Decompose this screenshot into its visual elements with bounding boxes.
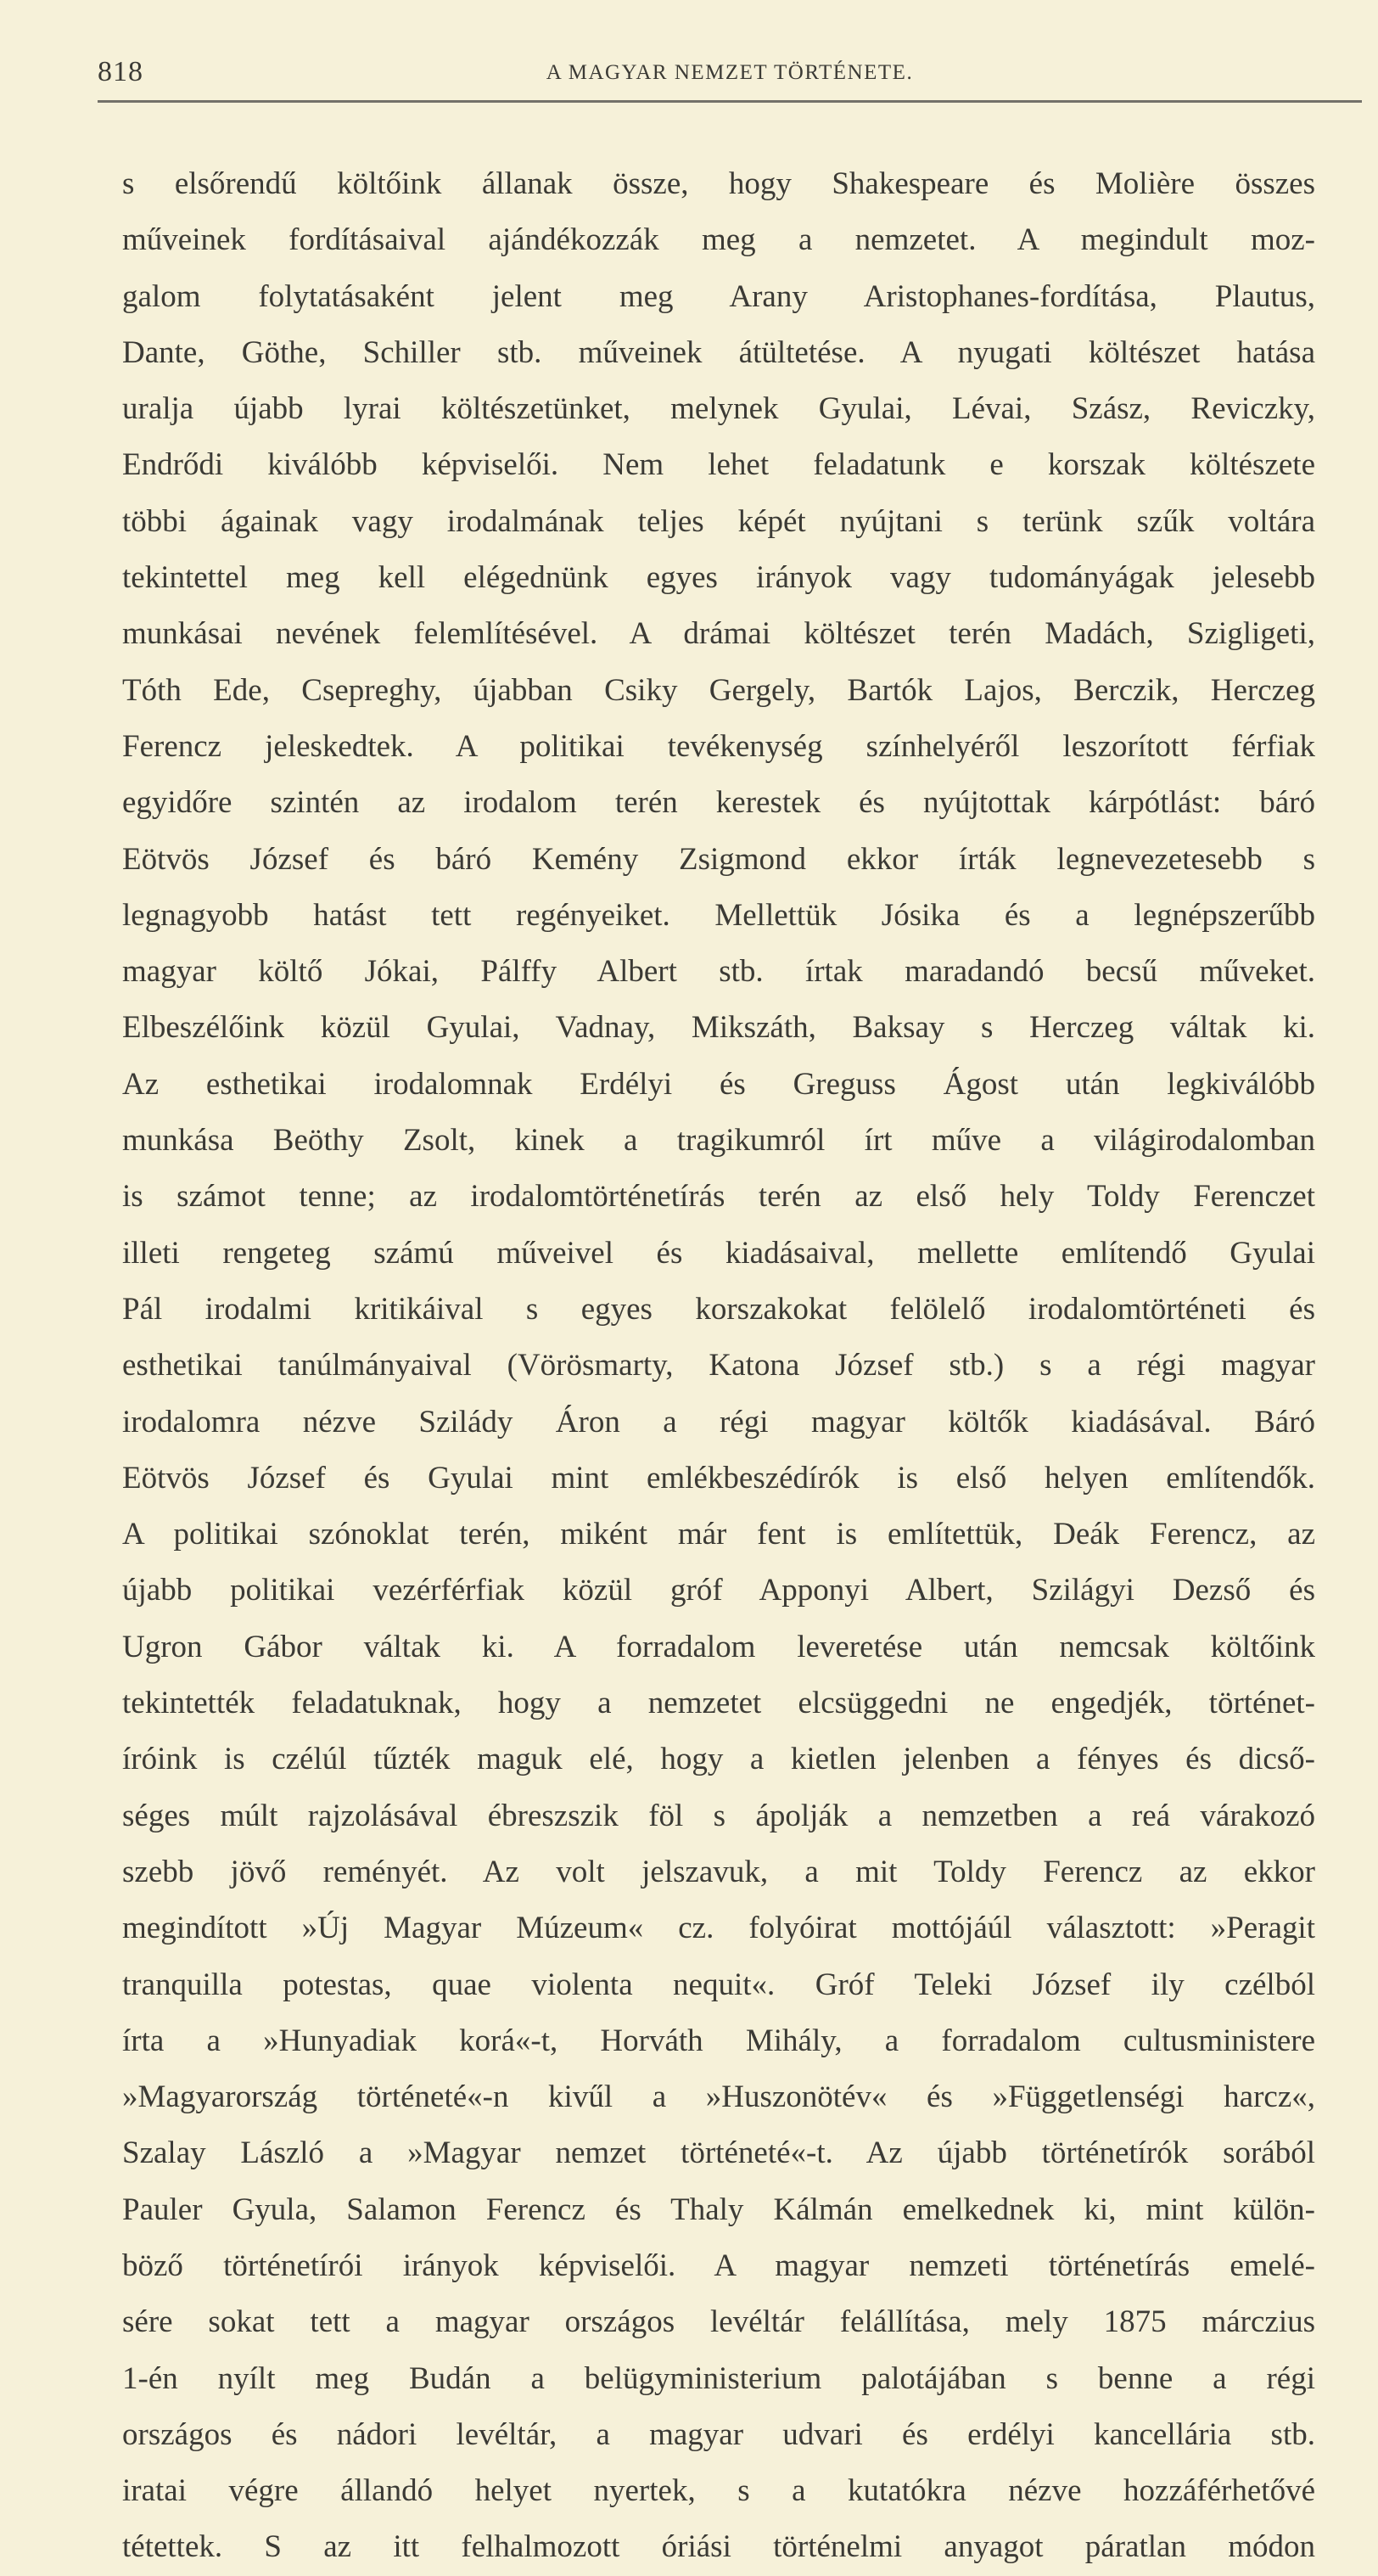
text-line-content: Tóth Ede, Csepreghy, újabban Csiky Gergely, Bartók Lajos, Berczik, Herczeg bbox=[122, 672, 1315, 708]
text-line-content: országos és nádori levéltár, a magyar udvari és erdélyi kancellária stb. bbox=[122, 2416, 1315, 2452]
text-line-content: »Magyarország történeté«-n kivűl a »Huszonötév« és »Függetlenségi harcz«, bbox=[122, 2079, 1315, 2115]
text-line-content: iratai végre állandó helyet nyertek, s a kutatókra nézve hozzáférhetővé bbox=[122, 2473, 1315, 2509]
text-line-content: tekintették feladatuknak, hogy a nemzetet elcsüggedni ne engedjék, történet- bbox=[122, 1686, 1315, 1721]
text-line bbox=[122, 888, 1315, 944]
text-line bbox=[122, 212, 1315, 268]
text-line bbox=[122, 606, 1315, 662]
text-line-content: galom folytatásaként jelent meg Arany Aristophanes-fordítása, Plautus, bbox=[122, 278, 1315, 314]
text-line bbox=[122, 1507, 1315, 1563]
text-line-content: sére sokat tett a magyar országos levéltár felállítása, mely 1875 márczius bbox=[122, 2304, 1315, 2340]
text-line-content: magyar költő Jókai, Pálffy Albert stb. írtak maradandó becsű műveket. bbox=[122, 954, 1315, 990]
text-line-content: műveinek fordításaival ajándékozzák meg a nemzetet. A megindult moz- bbox=[122, 222, 1315, 258]
text-line-content: böző történetírói irányok képviselői. A magyar nemzeti történetírás emelé- bbox=[122, 2248, 1315, 2283]
text-line bbox=[122, 663, 1315, 719]
text-line-content: íróink is czélúl tűzték maguk elé, hogy a kietlen jelenben a fényes és dicső- bbox=[122, 1742, 1315, 1777]
page-header bbox=[98, 56, 1362, 98]
text-line bbox=[122, 1900, 1315, 1956]
text-line bbox=[122, 832, 1315, 888]
text-line-content: tétettek. S az itt felhalmozott óriási történelmi anyagot páratlan módon bbox=[122, 2529, 1315, 2565]
text-line-content: tranquilla potestas, quae violenta nequit«. Gróf Teleki József ily czélból bbox=[122, 1967, 1315, 2002]
text-line-content: Dante, Göthe, Schiller stb. műveinek átültetése. A nyugati költészet hatása bbox=[122, 334, 1315, 370]
text-line bbox=[122, 437, 1315, 493]
text-line-content: Ugron Gábor váltak ki. A forradalom leveretése után nemcsak költőink bbox=[122, 1629, 1315, 1664]
text-line bbox=[122, 269, 1315, 325]
text-line bbox=[122, 325, 1315, 381]
text-line bbox=[122, 1619, 1315, 1675]
page-number: 818 bbox=[98, 56, 143, 87]
text-line-content: egyidőre szintén az irodalom terén kerestek és nyújtottak kárpótlást: báró bbox=[122, 785, 1315, 821]
text-line-content: Eötvös József és Gyulai mint emlékbeszédírók is első helyen említendők. bbox=[122, 1460, 1315, 1496]
text-line bbox=[122, 2407, 1315, 2463]
text-line-content: tekintettel meg kell elégednünk egyes irányok vagy tudományágak jelesebb bbox=[122, 560, 1315, 596]
text-line bbox=[122, 1282, 1315, 1338]
text-line bbox=[122, 1957, 1315, 2013]
text-line bbox=[122, 2351, 1315, 2407]
text-line-content: Pál irodalmi kritikáival s egyes korszakokat felölelő irodalomtörténeti és bbox=[122, 1291, 1315, 1327]
text-line-content: Endrődi kiválóbb képviselői. Nem lehet feladatunk e korszak költészete bbox=[122, 447, 1315, 483]
text-line bbox=[122, 2294, 1315, 2350]
text-line-content: irodalomra nézve Szilády Áron a régi magyar költők kiadásával. Báró bbox=[122, 1404, 1315, 1440]
text-line bbox=[122, 1675, 1315, 1731]
text-line-content: munkása Beöthy Zsolt, kinek a tragikumról írt műve a világirodalomban bbox=[122, 1123, 1315, 1159]
text-line bbox=[122, 1563, 1315, 1619]
running-title: A MAGYAR NEMZET TÖRTÉNETE. bbox=[546, 61, 914, 84]
text-line-content: is számot tenne; az irodalomtörténetírás terén az első hely Toldy Ferenczet bbox=[122, 1179, 1315, 1215]
text-line bbox=[122, 775, 1315, 831]
text-line bbox=[122, 1057, 1315, 1113]
text-line-content: Az esthetikai irodalomnak Erdélyi és Greguss Ágost után legkiválóbb bbox=[122, 1066, 1315, 1102]
text-line bbox=[122, 2013, 1315, 2069]
text-line-content: esthetikai tanúlmányaival (Vörösmarty, Katona József stb.) s a régi magyar bbox=[122, 1348, 1315, 1383]
text-line bbox=[122, 1000, 1315, 1056]
text-line-content: többi ágainak vagy irodalmának teljes képét nyújtani s terünk szűk voltára bbox=[122, 503, 1315, 539]
header-rule bbox=[98, 100, 1362, 103]
text-line-content: 1-én nyílt meg Budán a belügyministerium palotájában s benne a régi bbox=[122, 2360, 1315, 2396]
text-line-content: Ferencz jeleskedtek. A politikai tevékenység színhelyéről leszorított férfiak bbox=[122, 728, 1315, 764]
text-line-content: Eötvös József és báró Kemény Zsigmond ekkor írták legnevezetesebb s bbox=[122, 841, 1315, 877]
text-line bbox=[122, 719, 1315, 775]
text-line-content: szebb jövő reményét. Az volt jelszavuk, a mit Toldy Ferencz az ekkor bbox=[122, 1854, 1315, 1889]
text-line bbox=[122, 1788, 1315, 1844]
text-line-content: írta a »Hunyadiak korá«-t, Horváth Mihály, a forradalom cultusministere bbox=[122, 2023, 1315, 2058]
text-line bbox=[122, 1731, 1315, 1787]
text-line bbox=[122, 1113, 1315, 1169]
text-line bbox=[122, 1169, 1315, 1225]
text-line bbox=[122, 1844, 1315, 1900]
text-line-content: Szalay László a »Magyar nemzet történeté«-t. Az újabb történetírók sorából bbox=[122, 2135, 1315, 2171]
text-line bbox=[122, 1338, 1315, 1394]
text-line-content: újabb politikai vezérférfiak közül gróf Apponyi Albert, Szilágyi Dezső és bbox=[122, 1573, 1315, 1608]
text-line bbox=[122, 2182, 1315, 2238]
text-line-content: s elsőrendű költőink állanak össze, hogy Shakespeare és Molière összes bbox=[122, 166, 1315, 201]
text-line bbox=[122, 1226, 1315, 1282]
text-line-content: Elbeszélőink közül Gyulai, Vadnay, Mikszáth, Baksay s Herczeg váltak ki. bbox=[122, 1010, 1315, 1046]
text-line-content: illeti rengeteg számú műveivel és kiadásaival, mellette említendő Gyulai bbox=[122, 1235, 1315, 1271]
text-line bbox=[122, 2069, 1315, 2125]
text-line-content: megindított »Új Magyar Múzeum« cz. folyóirat mottójáúl választott: »Peragit bbox=[122, 1911, 1315, 1946]
text-line-content: A politikai szónoklat terén, miként már fent is említettük, Deák Ferencz, az bbox=[122, 1517, 1315, 1552]
text-line bbox=[122, 2463, 1315, 2519]
text-line bbox=[122, 2519, 1315, 2575]
text-line bbox=[122, 550, 1315, 606]
text-line bbox=[122, 1451, 1315, 1507]
text-line bbox=[122, 944, 1315, 1000]
text-line bbox=[122, 2125, 1315, 2181]
text-line bbox=[122, 2238, 1315, 2294]
text-line-content: séges múlt rajzolásával ébreszszik föl s ápolják a nemzetben a reá várakozó bbox=[122, 1798, 1315, 1833]
text-line bbox=[122, 381, 1315, 437]
text-line-content: Pauler Gyula, Salamon Ferencz és Thaly Kálmán emelkednek ki, mint külön- bbox=[122, 2192, 1315, 2227]
text-line-content: uralja újabb lyrai költészetünket, melynek Gyulai, Lévai, Szász, Reviczky, bbox=[122, 391, 1315, 427]
body-text bbox=[122, 156, 1315, 2576]
text-line-content: legnagyobb hatást tett regényeiket. Mellettük Jósika és a legnépszerűbb bbox=[122, 897, 1315, 933]
text-line-content: munkásai nevének felemlítésével. A drámai költészet terén Madách, Szigligeti, bbox=[122, 616, 1315, 652]
text-line bbox=[122, 494, 1315, 550]
text-line bbox=[122, 1395, 1315, 1451]
text-line bbox=[122, 156, 1315, 212]
